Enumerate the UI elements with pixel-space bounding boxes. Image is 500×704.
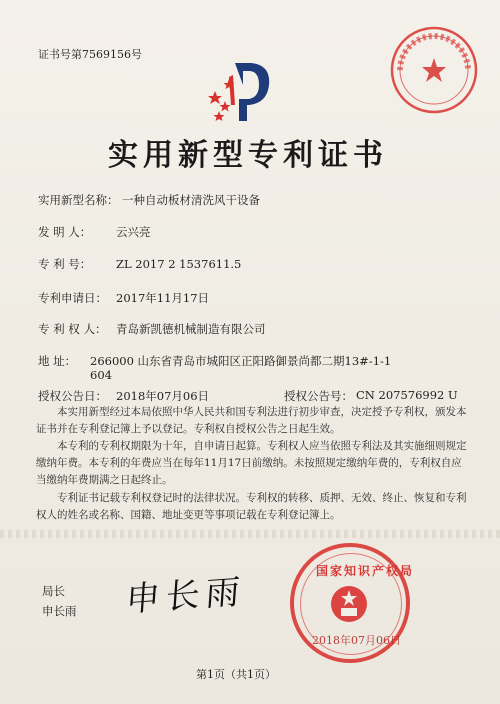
filing-date-value: 2017年11月17日 xyxy=(116,291,210,305)
agency-stamp-icon xyxy=(388,24,480,116)
decorative-stripe xyxy=(0,530,500,538)
sipo-logo-icon xyxy=(205,55,285,125)
utility-name-label: 实用新型名称： xyxy=(38,193,119,207)
paragraph-term: 本专利的专利权期限为十年，自申请日起算。专利权人应当依照专利法及其实施细则规定缴纳年费。本专利的年费应当在每年11月17日前缴纳。未按照规定缴纳年费的，专利权自应当缴纳年费期满之日起终止。 xyxy=(36,440,467,486)
patentee-value: 青岛新凯德机械制造有限公司 xyxy=(116,322,266,336)
patentee-label: 专 利 权 人： xyxy=(38,322,107,336)
director-title: 局长 xyxy=(42,584,65,598)
address-value-line1: 266000 山东省青岛市城阳区正阳路御景尚都二期13#-1-1 xyxy=(90,354,392,368)
filing-date-label: 专利申请日： xyxy=(38,291,107,305)
page-title: 实用新型专利证书 xyxy=(108,138,388,173)
address-label: 地 址： xyxy=(38,354,77,368)
grant-date-label: 授权公告日： xyxy=(38,389,107,403)
grant-number-value: CN 207576992 U xyxy=(356,388,458,402)
paragraph-legal: 专利证书记载专利权登记时的法律状况。专利权的转移、质押、无效、终止、恢复和专利权人的姓名或名称、国籍、地址变更等事项记载在专利登记簿上。 xyxy=(36,492,467,521)
inventor-value: 云兴亮 xyxy=(116,225,151,239)
inventor-label: 发 明 人： xyxy=(38,225,92,239)
paragraph-grant: 本实用新型经过本局依照中华人民共和国专利法进行初步审查，决定授予专利权，颁发本证书并在专利登记簿上予以登记。专利权自授权公告之日起生效。 xyxy=(36,406,467,435)
address-value-line2: 604 xyxy=(90,368,112,382)
grant-date-value: 2018年07月06日 xyxy=(116,389,210,403)
utility-name-value: 一种自动板材清洗风干设备 xyxy=(122,193,260,207)
page-footer: 第1页（共1页） xyxy=(196,668,276,681)
cert-number: 证书号第7569156号 xyxy=(38,48,142,61)
director-signature: 申长雨 xyxy=(124,571,248,621)
seal-text: 国家知识产权局 xyxy=(316,564,415,578)
grant-number-label: 授权公告号： xyxy=(284,389,353,403)
director-name: 申长雨 xyxy=(42,604,77,618)
patent-number-label: 专 利 号： xyxy=(38,257,92,271)
patent-number-value: ZL 2017 2 1537611.5 xyxy=(116,257,242,271)
seal-date: 2018年07月06日 xyxy=(312,634,401,647)
national-emblem-icon xyxy=(327,582,371,626)
